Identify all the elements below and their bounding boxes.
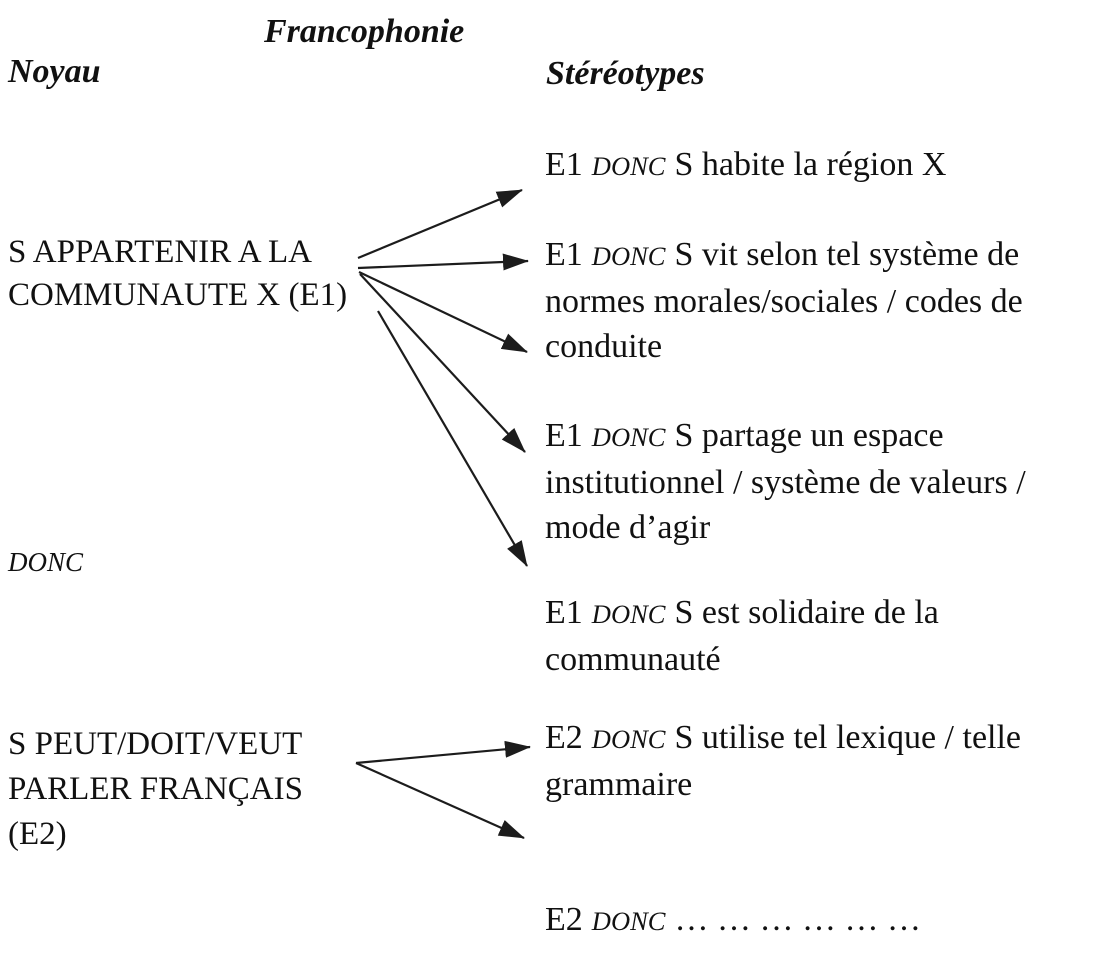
stereotype-prefix: E1: [545, 594, 583, 631]
arrow-e2-ellipsis: [356, 763, 524, 838]
stereotype-connector: DONC: [591, 241, 666, 271]
stereotype-item: [545, 897, 921, 944]
stereotype-text-line: conduite: [545, 328, 663, 365]
stereotype-text: S vit selon tel système de: [674, 236, 1020, 273]
stereotype-prefix: E1: [545, 417, 583, 454]
stereotype-prefix: E1: [545, 146, 583, 183]
stereotype-text-line: institutionnel / système de valeurs /: [545, 464, 1026, 501]
stereotype-connector: DONC: [591, 724, 666, 754]
stereotype-text: S est solidaire de la: [674, 594, 939, 631]
arrow-e1-habite: [358, 190, 522, 258]
stereotype-text-line: normes morales/sociales / codes de: [545, 283, 1023, 320]
stereotype-prefix: E2: [545, 901, 583, 938]
noyau-e2-line: (E2): [8, 816, 67, 852]
stereotype-item: [545, 413, 1026, 550]
noyau-e1-line: S APPARTENIR A LA: [8, 234, 312, 270]
arrow-e2-lexique: [356, 747, 530, 763]
stereotype-prefix: E2: [545, 719, 583, 756]
stereotype-text-line: mode d’agir: [545, 509, 711, 546]
stereotype-text-line: communauté: [545, 641, 721, 678]
noyau-e2-line: PARLER FRANÇAIS: [8, 771, 303, 807]
arrow-e1-vit: [358, 261, 528, 268]
column-label-noyau: Noyau: [8, 53, 101, 90]
noyau-e1-line: COMMUNAUTE X (E1): [8, 277, 348, 313]
stereotype-item: [545, 715, 1021, 807]
stereotype-text: S utilise tel lexique / telle: [674, 719, 1022, 756]
stereotype-item: [545, 232, 1023, 369]
noyau-connector-donc: DONC: [8, 547, 84, 577]
stereotype-text: S habite la région X: [674, 146, 947, 183]
noyau-e2-text: [8, 722, 303, 857]
stereotype-connector: DONC: [591, 422, 666, 452]
stereotype-connector: DONC: [591, 906, 666, 936]
diagram-title: Francophonie: [264, 13, 465, 50]
stereotype-item: [545, 590, 939, 682]
stereotype-text-line: grammaire: [545, 766, 693, 803]
column-label-stereotypes: Stéréotypes: [546, 55, 705, 92]
noyau-e1-text: [8, 231, 347, 317]
noyau-e2-line: S PEUT/DOIT/VEUT: [8, 726, 303, 762]
arrow-e1-solidaire: [378, 311, 527, 566]
stereotype-connector: DONC: [591, 151, 666, 181]
stereotype-prefix: E1: [545, 236, 583, 273]
stereotype-item: [545, 142, 946, 189]
arrow-e1-conduite: [359, 272, 527, 352]
stereotype-connector: DONC: [591, 599, 666, 629]
arrow-e1-partage: [360, 274, 525, 452]
stereotype-text: S partage un espace: [674, 417, 944, 454]
stereotype-text: … … … … … …: [674, 901, 921, 938]
